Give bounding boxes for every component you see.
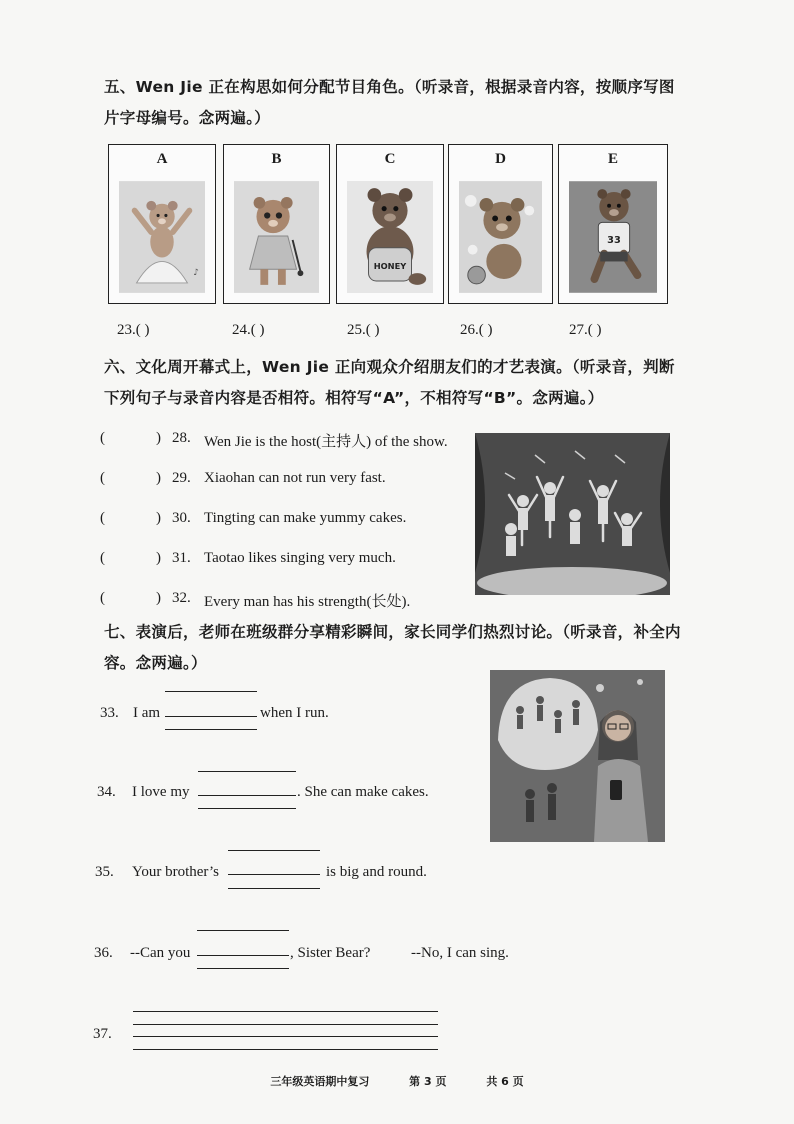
guide-line [197,930,289,931]
answer-25[interactable]: 25.( ) [347,322,380,338]
answer-blank-35[interactable] [228,874,320,875]
answer-27[interactable]: 27.( ) [569,322,602,338]
q-reply: --No, I can sing. [411,945,509,961]
tf-answer-close: ) [156,510,161,526]
picture-d [448,144,553,304]
fill-q36 [94,945,524,965]
ball-bear-icon [459,181,542,293]
guide-line [198,808,296,809]
section5-title: 五、Wen Jie 正在构思如何分配节目角色。（听录音，根据录音内容，按顺序写图片字母编号。念两遍。） [104,78,675,127]
picture-letter: B [271,151,282,167]
q-num: 33. [100,705,119,721]
tf-answer-close: ) [156,430,161,446]
q-text-after: . She can make cakes. [297,784,429,800]
tf-answer-close: ) [156,550,161,566]
picture-letter: D [495,151,506,167]
tf-text: Every man has his strength(长处). [204,594,411,610]
tf-text: Taotao likes singing very much. [204,550,396,566]
tf-num: 31. [172,550,191,566]
singing-bear-icon [234,181,319,293]
tf-num: 32. [172,590,191,606]
shirt-number: 33 [607,234,621,246]
guide-line [165,691,257,692]
dancing-bear-icon [119,181,205,293]
q-num: 37. [93,1026,112,1042]
page-footer [0,1073,794,1089]
q-text-before: Your brother’s [132,864,219,880]
tf-text: Tingting can make yummy cakes. [204,510,407,526]
tf-answer-close: ) [156,590,161,606]
picture-a [108,144,216,304]
section6-title: 六、文化周开幕式上，Wen Jie 正向观众介绍朋友们的才艺表演。（听录音，判断下列句子与录音内容是否相符。相符写“A”，不相符写“B”。念两遍。） [104,358,675,407]
q-text-before: --Can you [130,945,191,961]
answer-blank-36[interactable] [197,955,289,956]
answer-24[interactable]: 24.( ) [232,322,265,338]
answer-26[interactable]: 26.( ) [460,322,493,338]
tf-answer-open[interactable]: ( [100,430,105,446]
picture-c [336,144,444,304]
honey-jar-label: HONEY [373,261,407,272]
tf-answer-open[interactable]: ( [100,550,105,566]
picture-e [558,144,668,304]
answer-blank-33[interactable] [165,716,257,717]
teacher-sharing-image [490,670,665,842]
q-num: 36. [94,945,113,961]
guide-line [197,968,289,969]
guide-line [133,1049,438,1050]
answer-blank-34[interactable] [198,795,296,796]
guide-line [133,1024,438,1025]
running-bear-icon [569,181,657,293]
stage-performance-image [475,433,670,595]
answer-23[interactable]: 23.( ) [117,322,150,338]
svg-text:♪: ♪ [193,268,199,279]
picture-b [223,144,330,304]
tf-num: 30. [172,510,191,526]
footer-page: 第 3 页 [409,1075,447,1088]
guide-line [198,771,296,772]
picture-letter: C [384,151,396,167]
picture-letter: E [607,151,618,167]
tf-answer-open[interactable]: ( [100,470,105,486]
picture-letter: A [156,151,168,167]
tf-answer-open[interactable]: ( [100,510,105,526]
guide-line [228,888,320,889]
tf-num: 28. [172,430,191,446]
q-text-after: when I run. [260,705,329,721]
guide-line [165,729,257,730]
q-text-after: , Sister Bear? [290,945,371,961]
fill-q34 [97,784,477,804]
section7-title: 七、表演后，老师在班级群分享精彩瞬间，家长同学们热烈讨论。（听录音，补全内容。念两遍。） [104,623,681,672]
tf-text: Wen Jie is the host(主持人) of the show. [204,434,448,450]
guide-line [228,850,320,851]
tf-text: Xiaohan can not run very fast. [204,470,386,486]
fill-q37 [93,1026,133,1046]
footer-total: 共 6 页 [486,1075,524,1088]
q-text-before: I am [133,705,161,721]
guide-line [133,1011,438,1012]
footer-subject: 三年级英语期中复习 [270,1075,370,1088]
q-num: 34. [97,784,116,800]
q-num: 35. [95,864,114,880]
tf-num: 29. [172,470,191,486]
q-text-after: is big and round. [326,864,427,880]
q-text-before: I love my [132,784,190,800]
tf-answer-close: ) [156,470,161,486]
honey-bear-icon [347,181,433,293]
fill-q33 [100,705,480,725]
tf-answer-open[interactable]: ( [100,590,105,606]
answer-blank-37[interactable] [133,1036,438,1037]
